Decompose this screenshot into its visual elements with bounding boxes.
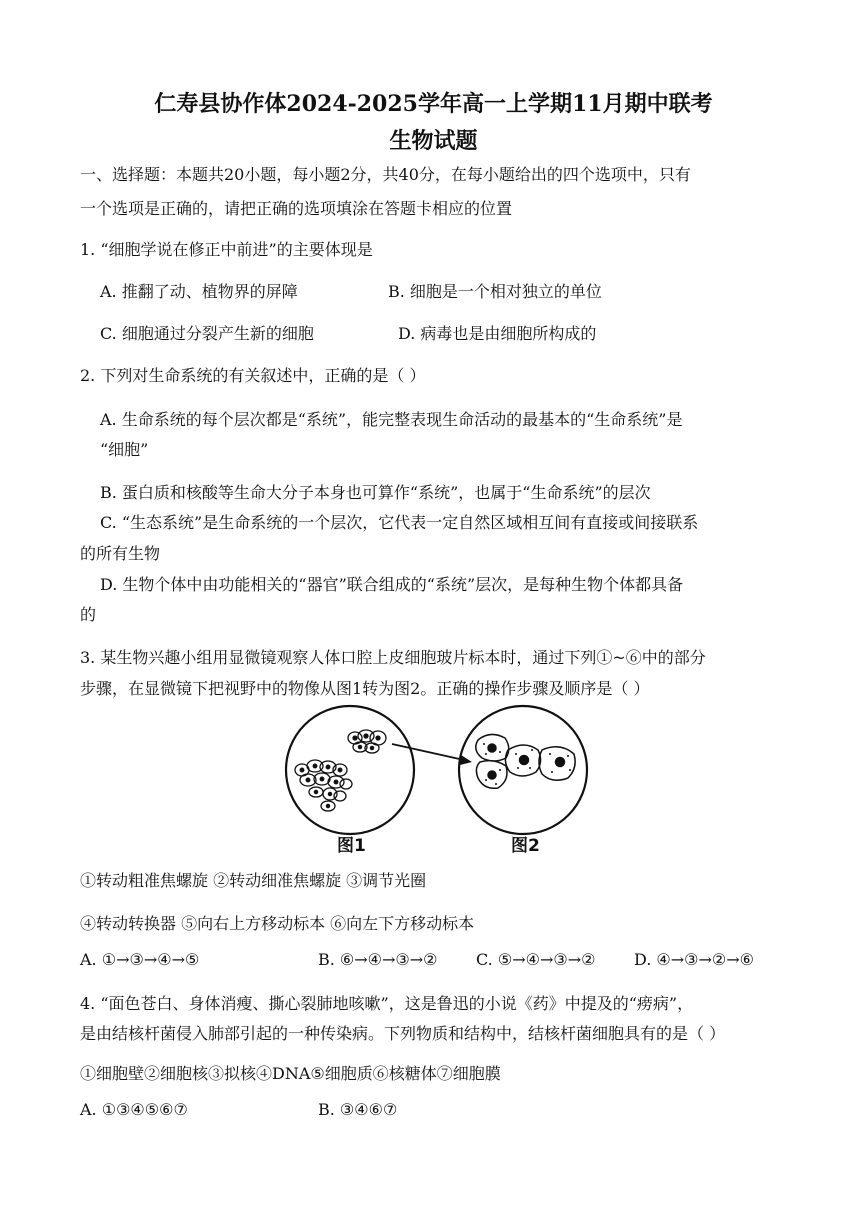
- q1-option-a: A. 推翻了动、植物界的屏障: [100, 282, 298, 301]
- q3-option-d: D. ④→③→②→⑥: [634, 950, 755, 969]
- q4-option-b: B. ③④⑥⑦: [318, 1100, 398, 1119]
- q3-steps-line2: ④转动转换器 ⑤向右上方移动标本 ⑥向左下方移动标本: [80, 914, 475, 933]
- q3-stem-line1: 3. 某生物兴趣小组用显微镜观察人体口腔上皮细胞玻片标本时，通过下列①~⑥中的部分: [80, 648, 706, 667]
- q2-option-a-line1: A. 生命系统的每个层次都是“系统”，能完整表现生命活动的最基本的“生命系统”是: [100, 410, 683, 429]
- microscope-figure: [280, 700, 590, 840]
- page-title: 仁寿县协作体2024-2025学年高一上学期11月期中联考: [154, 91, 713, 117]
- q3-stem-line2: 步骤，在显微镜下把视野中的物像从图1转为图2。正确的操作步骤及顺序是（ ）: [80, 679, 650, 698]
- page-subtitle: 生物试题: [389, 128, 478, 154]
- q3-option-c: C. ⑤→④→③→②: [476, 950, 596, 969]
- q3-steps-line1: ①转动粗准焦螺旋 ②转动细准焦螺旋 ③调节光圈: [80, 871, 427, 890]
- q2-option-d-line1: D. 生物个体中由功能相关的“器官”联合组成的“系统”层次，是每种生物个体都具备: [100, 575, 684, 594]
- section-intro-line2: 一个选项是正确的，请把正确的选项填涂在答题卡相应的位置: [80, 199, 513, 218]
- q2-option-a-line2: “细胞”: [100, 440, 149, 459]
- section-intro-line1: 一、选择题：本题共20小题，每小题2分，共40分，在每小题给出的四个选项中，只有: [80, 165, 691, 184]
- q3-option-b: B. ⑥→④→③→②: [318, 950, 438, 969]
- fig1-cells-lower: [295, 760, 352, 811]
- field-of-view-2: [459, 706, 587, 834]
- q4-stem-line2: 是由结核杆菌侵入肺部引起的一种传染病。下列物质和结构中，结核杆菌细胞具有的是（ ）: [80, 1024, 726, 1043]
- q2-option-c-line2: 的所有生物: [80, 544, 161, 563]
- q2-option-c-line1: C. “生态系统”是生命系统的一个层次，它代表一定自然区域相互间有直接或间接联系: [100, 513, 699, 532]
- q4-option-a: A. ①③④⑤⑥⑦: [80, 1100, 188, 1119]
- q2-option-b: B. 蛋白质和核酸等生命大分子本身也可算作“系统”，也属于“生命系统”的层次: [100, 483, 651, 502]
- figure-1-label: 图1: [337, 836, 366, 856]
- q1-option-b: B. 细胞是一个相对独立的单位: [388, 282, 602, 301]
- q1-stem: 1. “细胞学说在修正中前进”的主要体现是: [80, 240, 373, 259]
- field-of-view-1: [286, 706, 414, 834]
- q4-stem-line1: 4. “面色苍白、身体消瘦、撕心裂肺地咳嗽”，这是鲁迅的小说《药》中提及的“痨病”，: [80, 994, 694, 1013]
- q3-option-a: A. ①→③→④→⑤: [80, 950, 200, 969]
- fig2-cells: [476, 734, 575, 788]
- q2-stem: 2. 下列对生命系统的有关叙述中，正确的是（ ）: [80, 366, 426, 385]
- q4-items: ①细胞壁②细胞核③拟核④DNA⑤细胞质⑥核糖体⑦细胞膜: [80, 1064, 501, 1083]
- fig1-cells-upper: [348, 730, 386, 753]
- figure-2-label: 图2: [511, 836, 540, 856]
- q1-option-c: C. 细胞通过分裂产生新的细胞: [100, 324, 314, 343]
- q2-option-d-line2: 的: [80, 605, 97, 624]
- q1-option-d: D. 病毒也是由细胞所构成的: [398, 324, 597, 343]
